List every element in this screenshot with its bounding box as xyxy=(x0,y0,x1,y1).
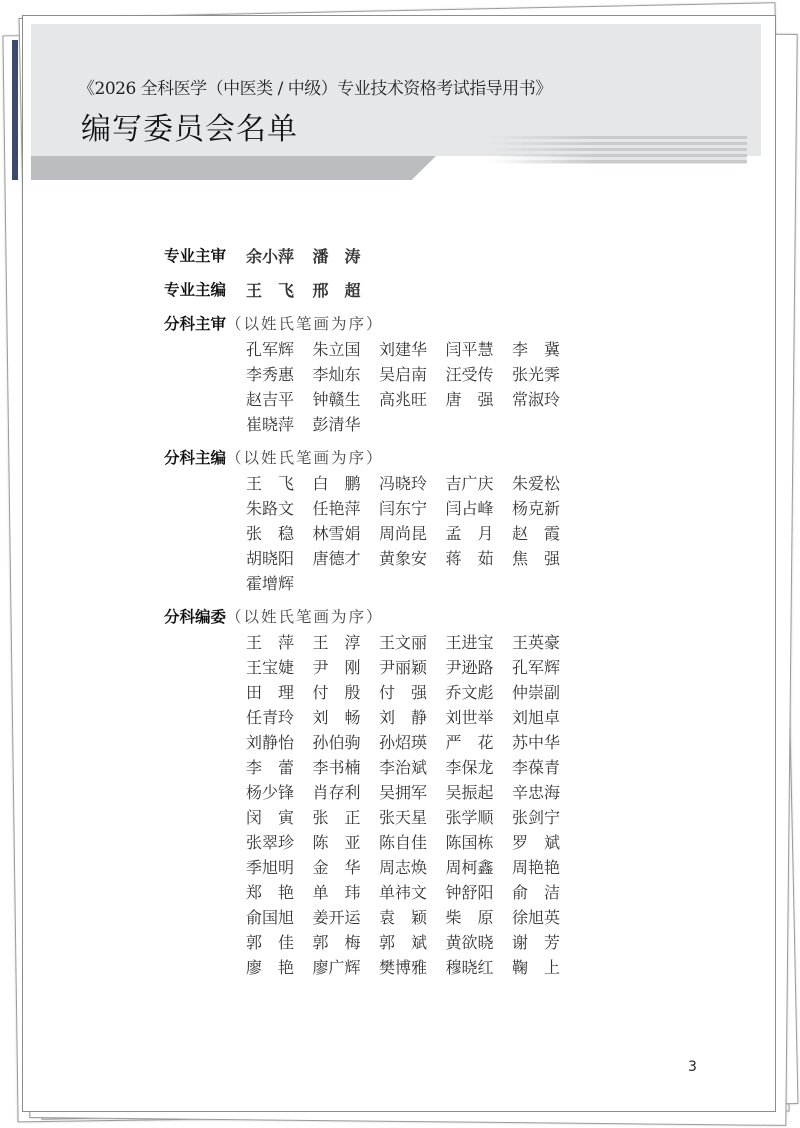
section-heading xyxy=(164,312,579,337)
member-name: 廖艳 xyxy=(246,958,294,977)
member-name: 赵霞 xyxy=(512,524,560,543)
member-name: 任青玲 xyxy=(246,708,295,727)
member-name: 吴拥军 xyxy=(379,783,428,802)
member-name: 刘世举 xyxy=(445,708,494,727)
member-name: 周柯鑫 xyxy=(445,858,494,877)
member-name: 崔晓萍 xyxy=(246,415,295,434)
member-name: 冯晓玲 xyxy=(379,474,428,493)
name-grid xyxy=(246,337,579,437)
decorative-stripes xyxy=(487,136,747,164)
member-name: 鞠上 xyxy=(512,958,560,977)
section-heading xyxy=(164,278,579,303)
member-name: 杨克新 xyxy=(512,499,561,518)
name-grid xyxy=(246,278,579,303)
member-name: 余小萍 xyxy=(246,247,295,266)
member-name: 王英豪 xyxy=(512,633,561,652)
member-name: 陈亚 xyxy=(312,833,361,852)
committee-section xyxy=(164,446,579,596)
member-name: 胡晓阳 xyxy=(246,549,295,568)
member-name: 孟月 xyxy=(445,524,494,543)
member-name: 俞洁 xyxy=(512,883,560,902)
member-name: 郑艳 xyxy=(246,883,294,902)
member-name: 乔文彪 xyxy=(445,683,494,702)
member-name: 彭清华 xyxy=(312,415,361,434)
name-grid xyxy=(246,244,579,269)
section-label: 分科编委 xyxy=(164,608,227,626)
member-name: 樊博雅 xyxy=(379,958,428,977)
member-name: 李葆青 xyxy=(512,758,561,777)
member-name: 单祎文 xyxy=(379,883,428,902)
member-name: 刘静怡 xyxy=(246,733,295,752)
member-name: 张正 xyxy=(312,808,361,827)
member-name: 林雪娟 xyxy=(312,524,361,543)
member-name: 邢超 xyxy=(312,281,361,300)
member-name: 焦强 xyxy=(512,549,560,568)
member-name: 王进宝 xyxy=(445,633,494,652)
member-name: 刘静 xyxy=(379,708,427,727)
member-name: 田理 xyxy=(246,683,294,702)
member-name: 陈自佳 xyxy=(379,833,428,852)
member-name: 赵吉平 xyxy=(246,390,295,409)
section-label: 分科主编 xyxy=(164,449,227,467)
member-name: 周志焕 xyxy=(379,858,428,877)
member-name: 季旭明 xyxy=(246,858,295,877)
member-name: 汪受传 xyxy=(445,365,494,384)
member-name: 朱路文 xyxy=(246,499,295,518)
member-name: 谢芳 xyxy=(512,933,560,952)
header-band xyxy=(31,156,436,180)
member-name: 孙炤瑛 xyxy=(379,733,428,752)
member-name: 李保龙 xyxy=(445,758,494,777)
member-name: 郭梅 xyxy=(312,933,361,952)
member-name: 辛忠海 xyxy=(512,783,561,802)
member-name: 张学顺 xyxy=(445,808,494,827)
member-name: 金华 xyxy=(312,858,361,877)
member-name: 刘旭卓 xyxy=(512,708,561,727)
member-name: 苏中华 xyxy=(512,733,561,752)
member-name: 陈国栋 xyxy=(445,833,494,852)
member-name: 姜开运 xyxy=(312,908,361,927)
member-name: 李治斌 xyxy=(379,758,428,777)
member-name: 刘建华 xyxy=(379,340,428,359)
member-name: 张天星 xyxy=(379,808,428,827)
member-name: 周尚昆 xyxy=(379,524,428,543)
member-name: 孔军辉 xyxy=(512,658,561,677)
member-name: 郭斌 xyxy=(379,933,427,952)
member-name: 吴启南 xyxy=(379,365,428,384)
member-name: 常淑玲 xyxy=(512,390,561,409)
cover-edge xyxy=(12,40,18,180)
section-heading xyxy=(164,605,579,630)
section-note: （以姓氏笔画为序） xyxy=(226,608,384,626)
member-name: 任艳萍 xyxy=(312,499,361,518)
member-name: 李冀 xyxy=(512,340,560,359)
member-name: 穆晓红 xyxy=(445,958,494,977)
member-name: 黄欲晓 xyxy=(445,933,494,952)
section-heading xyxy=(164,244,579,269)
book-title: 《2026 全科医学（中医类 / 中级）专业技术资格考试指导用书》 xyxy=(78,79,552,99)
member-name: 孙伯驹 xyxy=(312,733,361,752)
member-name: 孔军辉 xyxy=(246,340,295,359)
member-name: 严花 xyxy=(445,733,494,752)
member-name: 霍增辉 xyxy=(246,574,295,593)
committee-section xyxy=(164,244,579,269)
member-name: 袁颖 xyxy=(379,908,427,927)
member-name: 闫东宁 xyxy=(379,499,428,518)
member-name: 潘涛 xyxy=(312,247,361,266)
member-name: 王宝婕 xyxy=(246,658,295,677)
committee-section xyxy=(164,605,579,980)
member-name: 朱爱松 xyxy=(512,474,561,493)
document-page xyxy=(22,15,776,1112)
member-name: 李秀惠 xyxy=(246,365,295,384)
member-name: 闫平慧 xyxy=(445,340,494,359)
member-name: 钟舒阳 xyxy=(445,883,494,902)
committee-section xyxy=(164,278,579,303)
section-label: 分科主审 xyxy=(164,315,227,333)
member-name: 李蕾 xyxy=(246,758,294,777)
member-name: 李书楠 xyxy=(312,758,361,777)
section-note: （以姓氏笔画为序） xyxy=(226,315,384,333)
name-grid xyxy=(246,630,579,980)
member-name: 柴原 xyxy=(445,908,494,927)
member-name: 杨少锋 xyxy=(246,783,295,802)
member-name: 付殷 xyxy=(312,683,361,702)
member-name: 俞国旭 xyxy=(246,908,295,927)
member-name: 朱立国 xyxy=(312,340,361,359)
member-name: 蒋茹 xyxy=(445,549,494,568)
member-name: 张翠珍 xyxy=(246,833,295,852)
member-name: 郭佳 xyxy=(246,933,294,952)
member-name: 唐德才 xyxy=(312,549,361,568)
committee-list xyxy=(164,244,579,989)
name-grid xyxy=(246,471,579,596)
member-name: 罗斌 xyxy=(512,833,560,852)
member-name: 刘畅 xyxy=(312,708,361,727)
member-name: 李灿东 xyxy=(312,365,361,384)
section-note: （以姓氏笔画为序） xyxy=(226,449,384,467)
member-name: 吉广庆 xyxy=(445,474,494,493)
member-name: 黄象安 xyxy=(379,549,428,568)
member-name: 钟赣生 xyxy=(312,390,361,409)
member-name: 高兆旺 xyxy=(379,390,428,409)
member-name: 王萍 xyxy=(246,633,294,652)
member-name: 张稳 xyxy=(246,524,294,543)
member-name: 廖广辉 xyxy=(312,958,361,977)
member-name: 周艳艳 xyxy=(512,858,561,877)
committee-section xyxy=(164,312,579,437)
member-name: 张剑宁 xyxy=(512,808,561,827)
page-number: 3 xyxy=(688,1059,697,1075)
member-name: 尹逊路 xyxy=(445,658,494,677)
member-name: 白鹏 xyxy=(312,474,361,493)
member-name: 王飞 xyxy=(246,474,294,493)
section-heading xyxy=(164,446,579,471)
member-name: 闫占峰 xyxy=(445,499,494,518)
member-name: 付强 xyxy=(379,683,427,702)
member-name: 仲崇副 xyxy=(512,683,561,702)
member-name: 尹刚 xyxy=(312,658,361,677)
member-name: 肖存利 xyxy=(312,783,361,802)
member-name: 尹丽颖 xyxy=(379,658,428,677)
section-label: 专业主审 xyxy=(164,247,227,265)
member-name: 徐旭英 xyxy=(512,908,561,927)
member-name: 单玮 xyxy=(312,883,361,902)
member-name: 吴振起 xyxy=(445,783,494,802)
section-label: 专业主编 xyxy=(164,281,227,299)
page-title: 编写委员会名单 xyxy=(81,112,298,147)
member-name: 张光霁 xyxy=(512,365,561,384)
member-name: 闵寅 xyxy=(246,808,294,827)
member-name: 王文丽 xyxy=(379,633,428,652)
member-name: 王淳 xyxy=(312,633,361,652)
member-name: 唐强 xyxy=(445,390,494,409)
member-name: 王飞 xyxy=(246,281,294,300)
